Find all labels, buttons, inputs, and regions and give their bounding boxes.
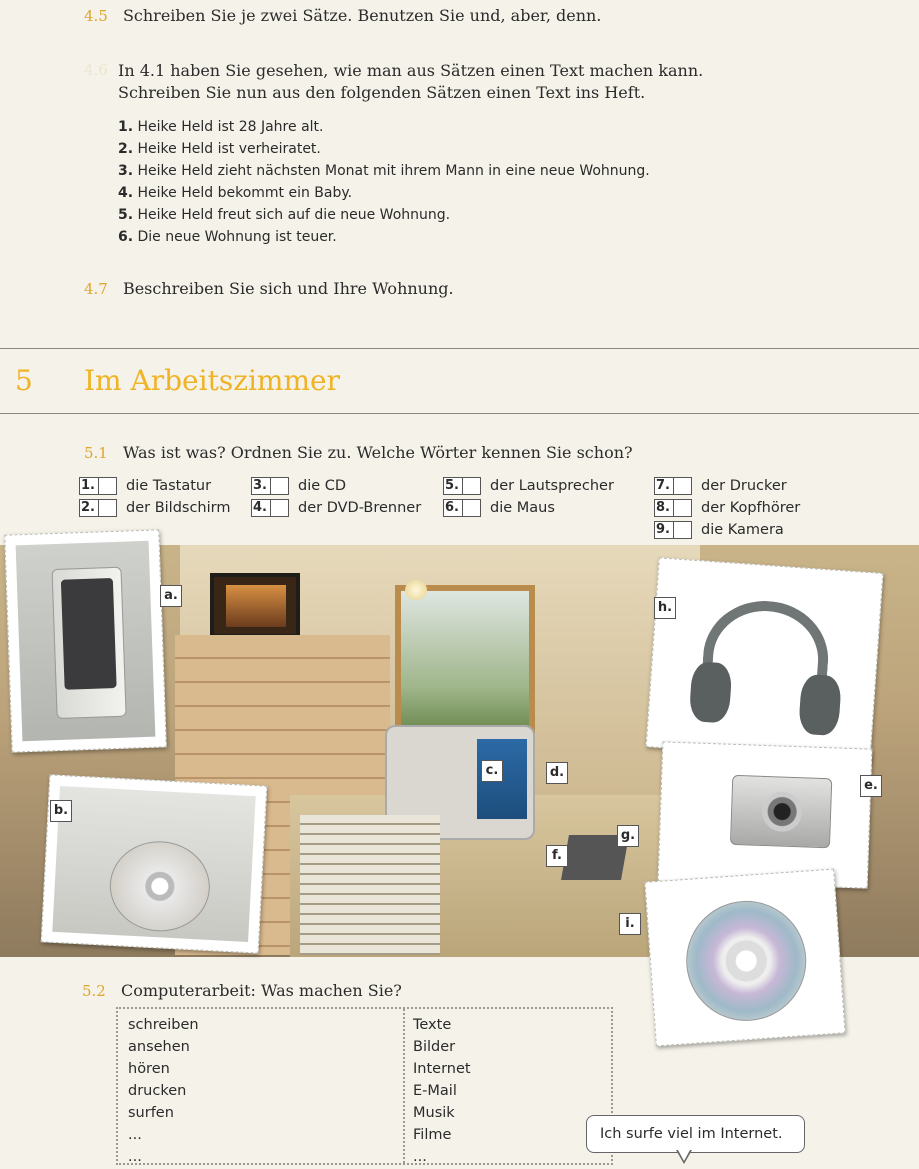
paper-stack-image — [300, 815, 440, 955]
speech-bubble: Ich surfe viel im Internet. — [586, 1115, 805, 1153]
noun-column — [413, 1014, 471, 1168]
earcup-left — [689, 661, 733, 724]
lamp-image — [405, 580, 427, 600]
disc-image — [108, 839, 213, 934]
answer-box[interactable] — [463, 499, 481, 517]
speech-bubble-tail-inner — [678, 1150, 690, 1161]
list-item: Texte — [413, 1017, 452, 1033]
wall-picture — [210, 573, 300, 638]
exercise-number: 5.2 — [82, 982, 106, 1000]
speaker-photo-card — [4, 529, 167, 752]
word-item: 2. der Bildschirm — [81, 500, 231, 516]
answer-box[interactable] — [271, 477, 289, 495]
section-divider-bottom — [0, 413, 919, 414]
window-image — [395, 585, 535, 735]
exercise-number: 4.7 — [84, 280, 108, 298]
headphones-photo-card — [646, 557, 884, 762]
photo-label-e: e. — [860, 775, 882, 797]
list-item: 4. Heike Held bekommt ein Baby. — [118, 185, 353, 201]
photo-label-f: f. — [546, 845, 568, 867]
list-item: 5. Heike Held freut sich auf die neue Wohnung. — [118, 207, 451, 223]
answer-box[interactable] — [99, 477, 117, 495]
list-item: hören — [128, 1061, 170, 1077]
exercise-number: 4.5 — [84, 7, 108, 25]
cd-image — [656, 880, 834, 1034]
instruction-line: In 4.1 haben Sie gesehen, wie man aus Sätzen einen Text machen kann. — [118, 61, 704, 80]
list-item: ... — [128, 1127, 142, 1143]
answer-box[interactable] — [99, 499, 117, 517]
cd-disc — [682, 897, 810, 1025]
word-item: 4. der DVD-Brenner — [253, 500, 422, 516]
cd-photo-card — [644, 869, 845, 1047]
word-item: 7. der Drucker — [656, 478, 787, 494]
speaker-grille — [61, 578, 117, 690]
word-item: 3. die CD — [253, 478, 347, 494]
answer-box[interactable] — [674, 521, 692, 539]
photo-label-c: c. — [481, 760, 503, 782]
photo-label-i: i. — [619, 913, 641, 935]
section-number: 5 — [15, 364, 33, 397]
photo-label-h: h. — [654, 597, 676, 619]
verb-column — [128, 1014, 199, 1168]
sentence-list — [118, 116, 650, 248]
list-item: drucken — [128, 1083, 187, 1099]
dvd-burner-image — [52, 786, 255, 942]
exercise-5-2 — [82, 981, 402, 1000]
camera-body — [730, 775, 832, 848]
camera-image — [669, 753, 861, 877]
list-item: ... — [413, 1149, 427, 1165]
exercise-instruction: Beschreiben Sie sich und Ihre Wohnung. — [122, 279, 454, 298]
camera-lens — [761, 791, 802, 832]
word-item: 9. die Kamera — [656, 522, 784, 538]
exercise-4-6-instruction — [118, 60, 703, 104]
list-item: ansehen — [128, 1039, 190, 1055]
exercise-number: 5.1 — [84, 444, 108, 462]
photo-label-g: g. — [617, 825, 639, 847]
photo-label-a: a. — [160, 585, 182, 607]
word-item: 6. die Maus — [445, 500, 555, 516]
photo-label-b: b. — [50, 800, 72, 822]
earcup-right — [798, 674, 842, 737]
exercise-instruction: Computerarbeit: Was machen Sie? — [120, 981, 402, 1000]
exercise-4-7 — [84, 279, 454, 298]
list-item: ... — [128, 1149, 142, 1165]
word-item: 8. der Kopfhörer — [656, 500, 801, 516]
dvd-burner-photo-card — [41, 774, 267, 953]
list-item: Internet — [413, 1061, 471, 1077]
list-item: 2. Heike Held ist verheiratet. — [118, 141, 321, 157]
list-item: schreiben — [128, 1017, 199, 1033]
exercise-instruction: Schreiben Sie je zwei Sätze. Benutzen Sie und, aber, denn. — [122, 6, 602, 25]
section-title: Im Arbeitszimmer — [84, 364, 340, 397]
list-item: 6. Die neue Wohnung ist teuer. — [118, 229, 337, 245]
word-item: 5. der Lautsprecher — [445, 478, 614, 494]
list-item: 3. Heike Held zieht nächsten Monat mit ihrem Mann in eine neue Wohnung. — [118, 163, 650, 179]
table-divider — [403, 1009, 405, 1163]
headphones-image — [657, 569, 871, 751]
answer-box[interactable] — [271, 499, 289, 517]
exercise-4-6 — [84, 60, 118, 79]
camera-photo-card — [658, 741, 873, 888]
answer-box[interactable] — [463, 477, 481, 495]
photo-label-d: d. — [546, 762, 568, 784]
exercise-instruction: Was ist was? Ordnen Sie zu. Welche Wörter kennen Sie schon? — [122, 443, 633, 462]
exercise-number: 4.6 — [84, 61, 108, 79]
list-item: 1. Heike Held ist 28 Jahre alt. — [118, 119, 324, 135]
section-divider-top — [0, 348, 919, 349]
exercise-5-1 — [84, 443, 633, 462]
speaker-body — [51, 567, 126, 719]
speaker-image — [16, 541, 156, 742]
instruction-line: Schreiben Sie nun aus den folgenden Sätzen einen Text ins Heft. — [118, 83, 646, 102]
list-item: Musik — [413, 1105, 455, 1121]
answer-box[interactable] — [674, 499, 692, 517]
activity-word-table — [116, 1007, 613, 1165]
list-item: Bilder — [413, 1039, 456, 1055]
list-item: Filme — [413, 1127, 452, 1143]
exercise-4-5 — [84, 6, 601, 25]
list-item: surfen — [128, 1105, 174, 1121]
list-item: E-Mail — [413, 1083, 457, 1099]
word-item: 1. die Tastatur — [81, 478, 212, 494]
answer-box[interactable] — [674, 477, 692, 495]
